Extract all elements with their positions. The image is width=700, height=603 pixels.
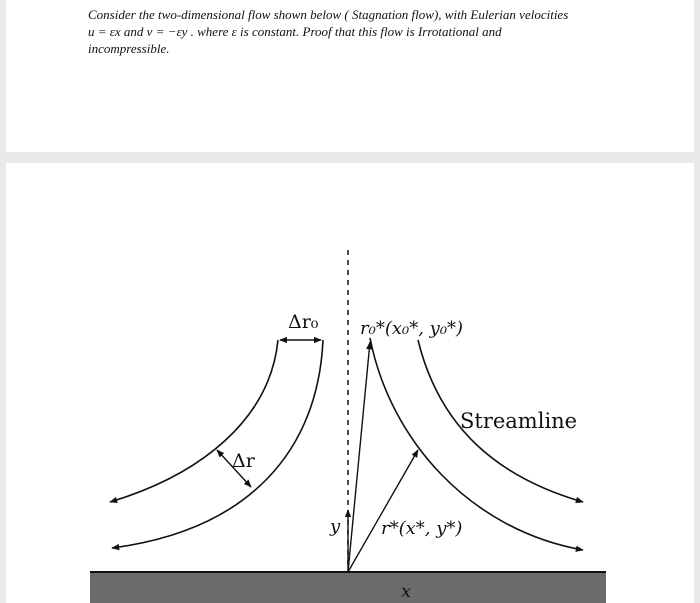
y-axis-label: y [330, 516, 341, 537]
delta-r-label: Δr [232, 450, 255, 472]
left-inner-streamline [112, 340, 323, 548]
streamline-label: Streamline [460, 409, 578, 433]
wall [90, 572, 606, 603]
problem-line-1: Consider the two-dimensional flow shown below ( Stagnation flow), with Eulerian velocities [88, 7, 569, 22]
problem-line-3: incompressible. [88, 41, 170, 56]
delta-r0-label: Δr₀ [288, 311, 319, 333]
problem-line-2: u = εx and v = −εy . where ε is constant. Proof that this flow is Irrotational and [88, 24, 502, 39]
r-star-label: r*(x*, y*) [381, 518, 463, 539]
r0-star-label: r₀*(x₀*, y₀*) [360, 318, 464, 339]
left-outer-streamline [110, 340, 278, 502]
x-axis-label: x [401, 581, 412, 602]
r0-star-vector [348, 342, 370, 572]
